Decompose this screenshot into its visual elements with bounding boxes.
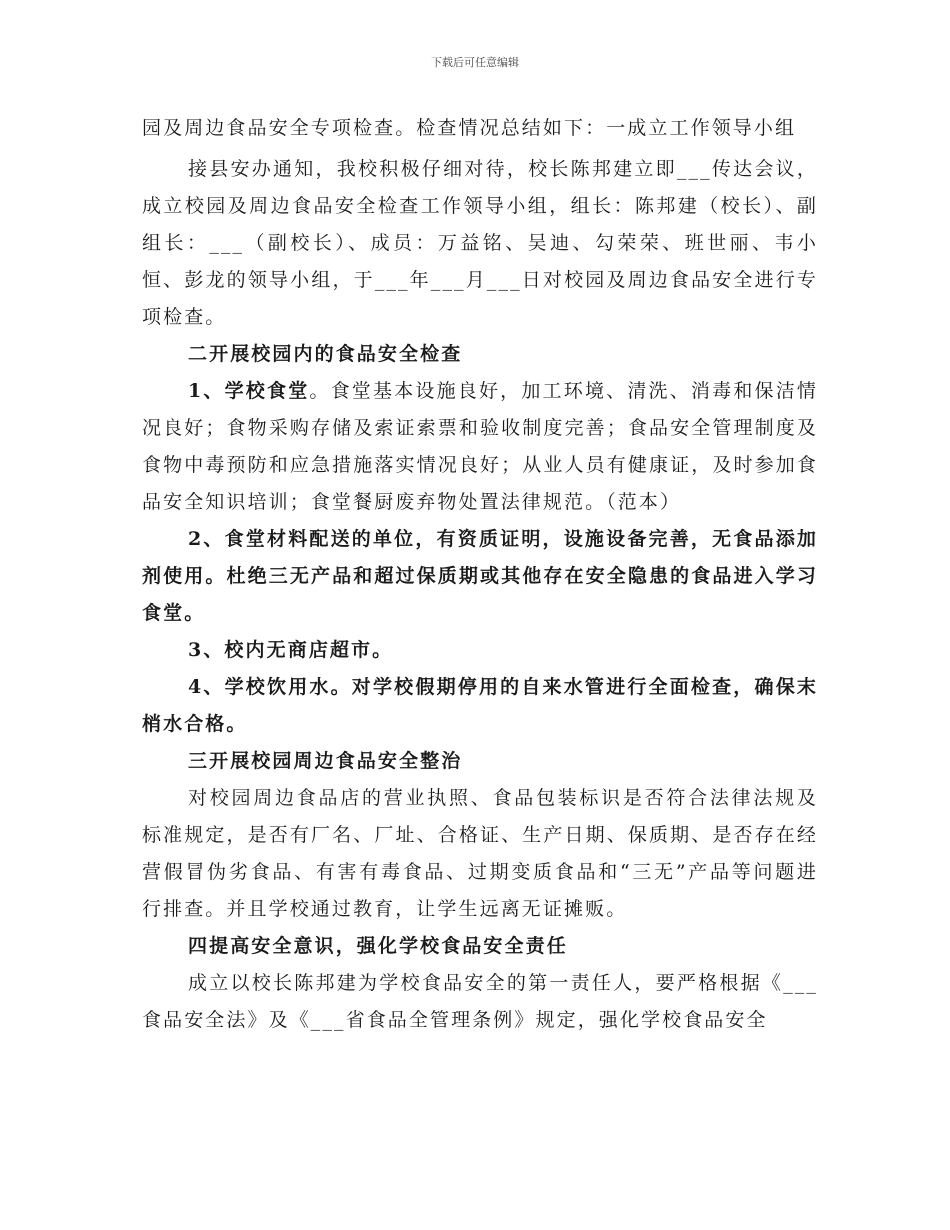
paragraph-responsibility: 成立以校长陈邦建为学校食品安全的第一责任人，要严格根据《___食品安全法》及《___省食品全管理条例》规定，强化学校食品安全 <box>142 972 818 1031</box>
document-body <box>142 110 818 1039</box>
paragraph-item-1 <box>142 373 818 521</box>
paragraph-leadership-group: 接县安办通知，我校积极仔细对待，校长陈邦建立即___传达会议，成立校园及周边食品安全检查工作领导小组，组长：陈邦建（校长）、副组长：___（副校长）、成员：万益铭、吴迪、勾荣荣、班世丽、韦小恒、彭龙的领导小组，于___年___月___日对校园及周边食品安全进行专项检查。 <box>142 158 818 328</box>
paragraph-item-2: 2、食堂材料配送的单位，有资质证明，设施设备完善，无食品添加剂使用。杜绝三无产品和超过保质期或其他存在安全隐患的食品进入学习食堂。 <box>142 528 818 624</box>
paragraph-item-3: 3、校内无商店超市。 <box>188 639 394 661</box>
paragraph-surroundings: 对校园周边食品店的营业执照、食品包装标识是否符合法律法规及标准规定，是否有厂名、厂址、合格证、生产日期、保质期、是否存在经营假冒伪劣食品、有害有毒食品、过期变质食品和“三无”产品等问题进行排查。并且学校通过教育，让学生远离无证摊贩。 <box>142 787 818 920</box>
heading-section-4: 四提高安全意识，强化学校食品安全责任 <box>188 935 568 957</box>
item-1-label: 1、学校食堂 <box>188 380 310 402</box>
heading-section-3: 三开展校园周边食品安全整治 <box>188 750 463 772</box>
item-1-text: 。食堂基本设施良好，加工环境、清洗、消毒和保洁情况良好；食物采购存储及索证索票和验收制度完善；食品安全管理制度及食物中毒预防和应急措施落实情况良好；从业人员有健康证，及时参加食品安全知识培训；食堂餐厨废弃物处置法律规范。（范本） <box>142 380 819 513</box>
paragraph-item-4: 4、学校饮用水。对学校假期停用的自来水管进行全面检查，确保末梢水合格。 <box>142 676 818 735</box>
page-header: 下载后可任意编辑 <box>431 56 519 69</box>
heading-section-2: 二开展校园内的食品安全检查 <box>188 343 463 365</box>
paragraph-intro: 园及周边食品安全专项检查。检查情况总结如下：一成立工作领导小组 <box>142 117 797 139</box>
